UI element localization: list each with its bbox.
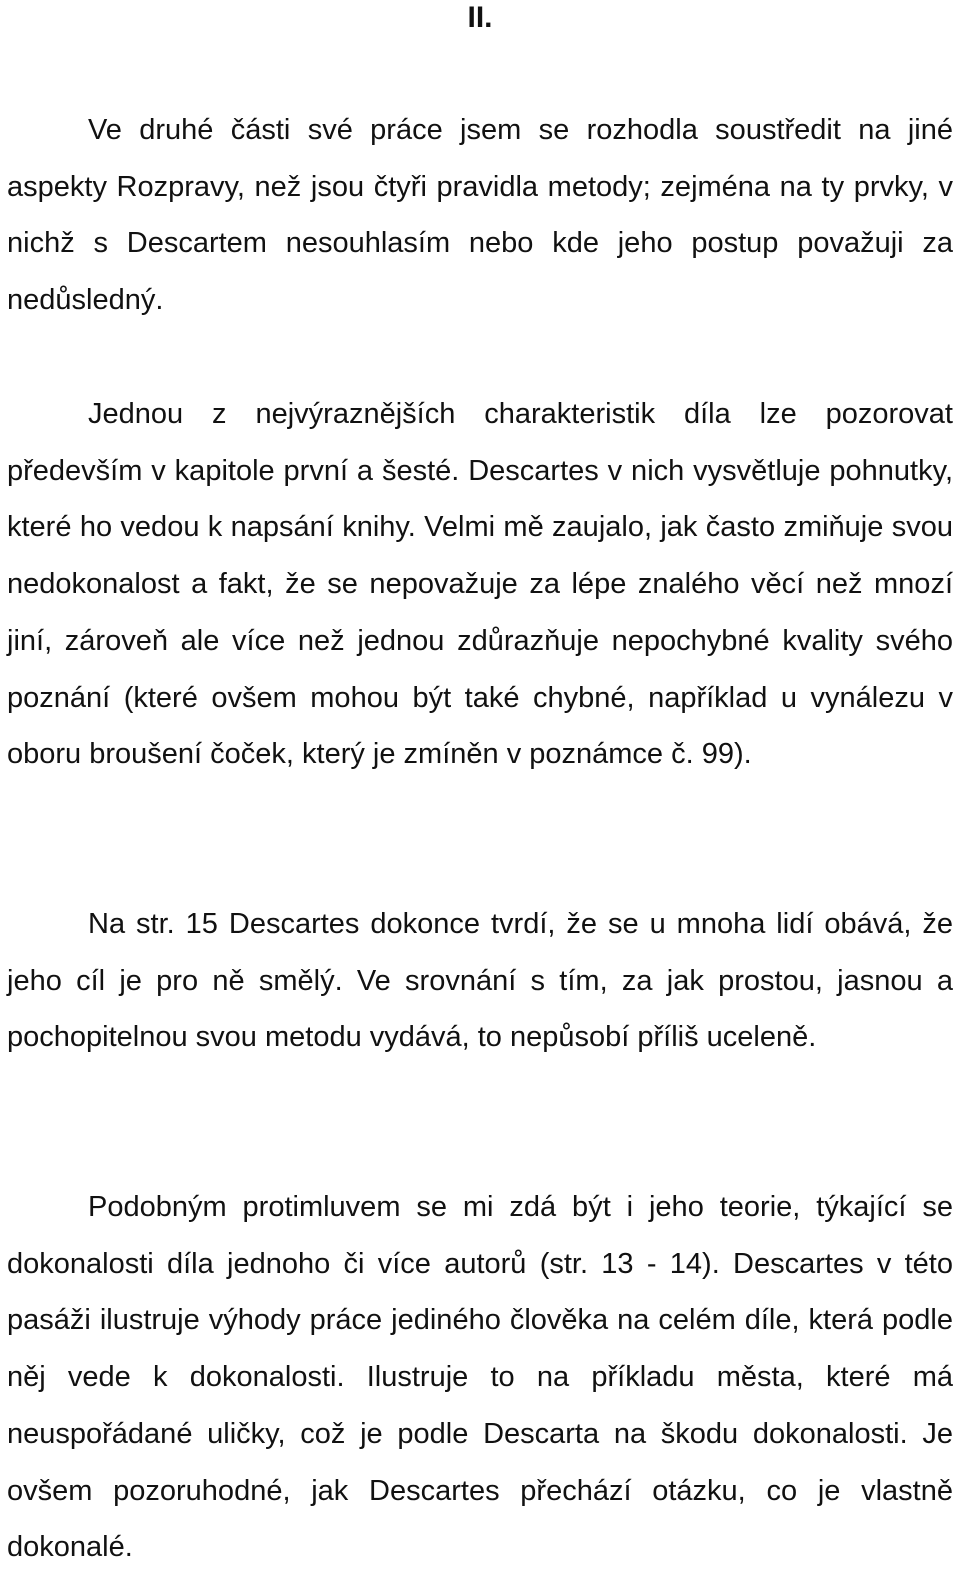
section-heading: II. xyxy=(467,1,493,34)
paragraph-characteristics: Jednou z nejvýraznějších charakteristik díla lze pozorovat především v kapitole první a šesté. Descartes v nich vysvětluje pohnutky, které ho vedou k napsání knihy. Velmi mě zaujalo, jak často zmiňuje svou nedokonalost a fakt, že se nepovažuje za lépe znalého věcí než mnozí jiní, zároveň ale více než jednou zdůrazňuje nepochybné kvality svého poznání (které ovšem mohou být také chybné, například u vynálezu v oboru broušení čoček, který je zmíněn v poznámce č. 99). xyxy=(7,398,953,771)
paragraph-contradiction: Podobným protimluvem se mi zdá být i jeho teorie, týkající se dokonalosti díla jednoho či více autorů (str. 13 - 14). Descartes v této pasáži ilustruje výhody práce jediného člověka na celém díle, která podle něj vede k dokonalosti. Ilustruje to na příkladu města, které má neuspořádané uličky, což je podle Descarta na škodu dokonalosti. Je ovšem pozoruhodné, jak Descartes přechází otázku, co je vlastně dokonalé. xyxy=(7,1191,953,1564)
paragraph-intro: Ve druhé části své práce jsem se rozhodla soustředit na jiné aspekty Rozpravy, než jsou čtyři pravidla metody; zejména na ty prvky, v nichž s Descartem nesouhlasím nebo kde jeho postup považuji za nedůsledný. xyxy=(7,114,953,317)
paragraph-page-15: Na str. 15 Descartes dokonce tvrdí, že se u mnoha lidí obává, že jeho cíl je pro ně smělý. Ve srovnání s tím, za jak prostou, jasnou a pochopitelnou svou metodu vydává, to nepůsobí příliš uceleně. xyxy=(7,908,953,1054)
